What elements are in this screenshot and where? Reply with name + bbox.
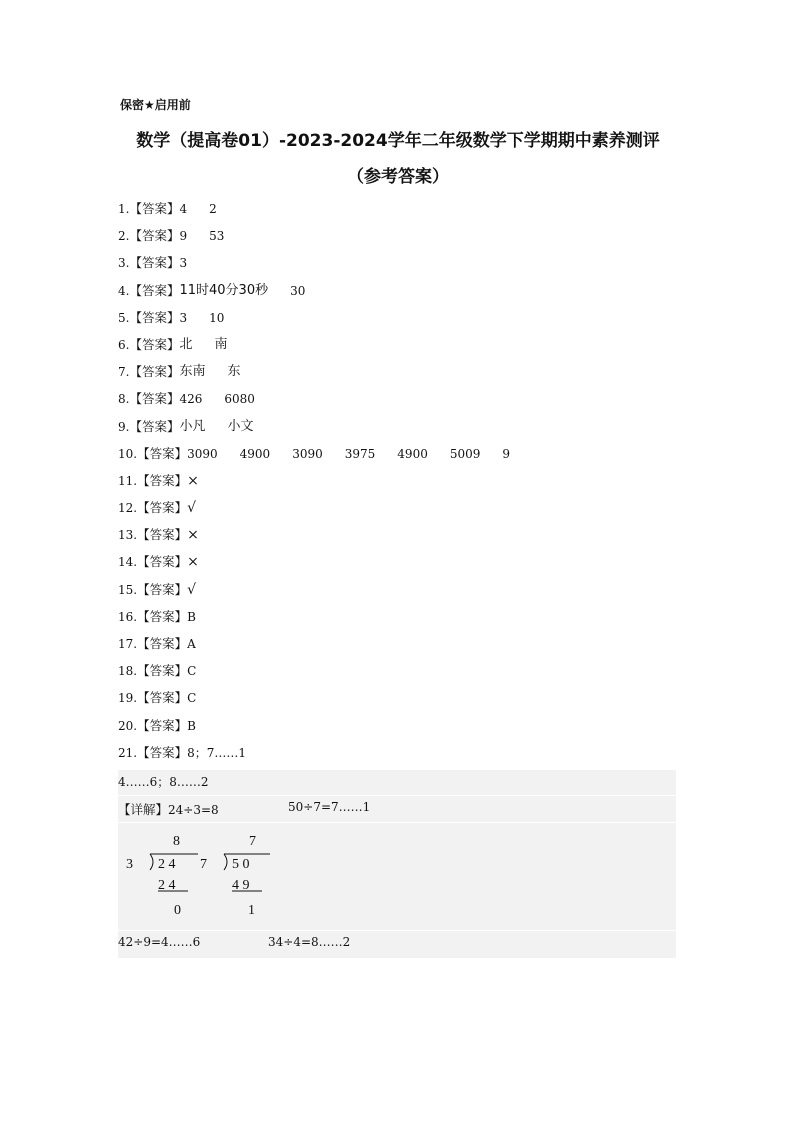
answer-number: 5.: [118, 310, 130, 325]
answer-label: 【答案】: [129, 364, 180, 380]
equation-1: 24÷3=8: [168, 803, 219, 817]
page-subtitle: （参考答案）: [347, 167, 449, 187]
answer-value: 小文: [227, 418, 254, 434]
answer-label: 【答案】: [137, 717, 188, 733]
answer-label: 【答案】: [137, 445, 188, 461]
equation-4: 34÷4=8……2: [268, 935, 351, 949]
product: 4 9: [232, 878, 250, 893]
answer-list: [118, 199, 678, 770]
answer-label: 【答案】: [137, 608, 188, 624]
answer-label: 【答案】: [129, 418, 180, 434]
answer-row: [118, 716, 678, 743]
answer-label: 【答案】: [129, 255, 180, 271]
answer-value: 4900: [239, 446, 271, 461]
answer-value: ×: [187, 554, 199, 571]
answer-number: 17.: [118, 637, 138, 651]
answer-label: 【答案】: [137, 554, 188, 570]
answer-value: ×: [187, 527, 199, 544]
answer-value: 3090: [187, 446, 218, 461]
answer-value: A: [187, 637, 196, 651]
answer-number: 20.: [118, 718, 138, 733]
answer-value: 东: [227, 364, 241, 380]
answer-row: [118, 552, 678, 579]
answer-label: 【答案】: [137, 636, 188, 651]
answer-row: [118, 417, 678, 444]
answer-value: 10: [209, 310, 225, 325]
remainder: 0: [174, 903, 181, 918]
answer-value: 4900: [397, 446, 428, 461]
answer-number: 14.: [118, 555, 138, 570]
answer-value: ×: [187, 472, 199, 489]
divisor: 7: [200, 857, 207, 872]
answer-number: 3.: [118, 256, 130, 271]
answer-value: 2: [209, 202, 217, 216]
answer-label: 【答案】: [137, 500, 188, 516]
answer-value: C: [187, 691, 197, 706]
answer-row: [118, 471, 678, 498]
confidential-label: 保密★启用前: [120, 98, 191, 112]
answer-row: [118, 634, 678, 661]
detail-equations-2: [118, 935, 351, 949]
answer-row: [118, 661, 678, 688]
answer-label: 【答案】: [129, 309, 180, 325]
quotient: 7: [249, 834, 256, 849]
answer-value: 东南: [179, 364, 206, 380]
answer-row: [118, 199, 678, 226]
answer-value: B: [187, 609, 196, 624]
answer-row: [118, 226, 678, 253]
answer-row: [118, 580, 678, 607]
dividend: 2 4: [158, 857, 176, 872]
equation-3: 42÷9=4……6: [118, 935, 201, 949]
answer-number: 9.: [118, 419, 130, 434]
answer-value: 8；7……1: [187, 745, 247, 760]
answer-label: 【答案】: [129, 391, 180, 407]
answer-value: 9: [179, 229, 188, 244]
answer-number: 19.: [118, 691, 138, 706]
answer-number: 4.: [118, 283, 130, 298]
answer-number: 11.: [118, 473, 138, 488]
divider: [118, 795, 676, 796]
answer-value: 11时40分30秒: [179, 282, 269, 298]
answer-row: [118, 688, 678, 715]
answer-row: [118, 607, 678, 634]
answer-number: 2.: [118, 229, 130, 244]
detail-label: 【详解】: [118, 802, 169, 817]
remainder: 1: [248, 903, 255, 918]
answer-value: √: [187, 581, 197, 598]
answer-value: √: [187, 500, 197, 517]
answer-row: [118, 743, 678, 770]
answer-number: 10.: [118, 446, 138, 461]
detail-line-1: 4……6；8……2: [118, 775, 209, 789]
answer-row: [118, 525, 678, 552]
answer-value: C: [187, 664, 197, 679]
detail-section: [118, 770, 676, 958]
answer-value: 426: [179, 392, 203, 407]
answer-label: 【答案】: [137, 527, 188, 543]
divider: [118, 930, 676, 931]
detail-equations: [118, 800, 371, 818]
answer-label: 【答案】: [137, 690, 188, 706]
answer-row: [118, 335, 678, 362]
answer-number: 18.: [118, 664, 138, 679]
answer-value: 小凡: [179, 418, 206, 434]
answer-label: 【答案】: [129, 282, 180, 298]
answer-number: 16.: [118, 609, 138, 624]
answer-row: [118, 253, 678, 280]
answer-row: [118, 362, 678, 389]
answer-value: 4: [179, 202, 188, 216]
answer-number: 21.: [118, 745, 138, 760]
answer-value: 3975: [344, 446, 376, 461]
answer-value: 3: [179, 256, 188, 271]
divisor: 3: [126, 857, 133, 872]
answer-value: 南: [214, 336, 228, 352]
answer-label: 【答案】: [137, 472, 188, 488]
answer-number: 12.: [118, 501, 138, 516]
answer-value: 30: [290, 283, 306, 298]
answer-number: 7.: [118, 365, 130, 380]
product: 2 4: [158, 878, 176, 893]
answer-label: 【答案】: [137, 744, 188, 760]
answer-row: [118, 498, 678, 525]
answer-row: [118, 308, 678, 335]
answer-row: [118, 444, 678, 471]
page-title: 数学（提高卷01）-2023-2024学年二年级数学下学期期中素养测评: [136, 131, 660, 151]
answer-number: 1.: [118, 202, 130, 216]
dividend: 5 0: [232, 857, 250, 872]
answer-number: 8.: [118, 392, 130, 407]
answer-number: 6.: [118, 337, 130, 352]
answer-value: 5009: [449, 446, 481, 461]
answer-value: 3090: [292, 446, 323, 461]
answer-row: [118, 281, 678, 308]
answer-value: 北: [179, 336, 193, 352]
answer-label: 【答案】: [137, 581, 188, 597]
answer-number: 15.: [118, 582, 138, 597]
divider: [118, 822, 676, 823]
answer-label: 【答案】: [137, 663, 188, 679]
quotient: 8: [173, 834, 180, 849]
answer-value: 9: [502, 446, 511, 461]
answer-value: B: [187, 718, 196, 733]
equation-2: 50÷7=7……1: [288, 800, 371, 814]
answer-value: 6080: [224, 392, 255, 407]
answer-value: 3: [179, 310, 188, 325]
answer-label: 【答案】: [129, 201, 180, 216]
answer-label: 【答案】: [129, 228, 180, 244]
answer-row: [118, 389, 678, 416]
answer-number: 13.: [118, 528, 138, 543]
answer-label: 【答案】: [129, 336, 180, 352]
answer-value: 53: [209, 229, 225, 244]
